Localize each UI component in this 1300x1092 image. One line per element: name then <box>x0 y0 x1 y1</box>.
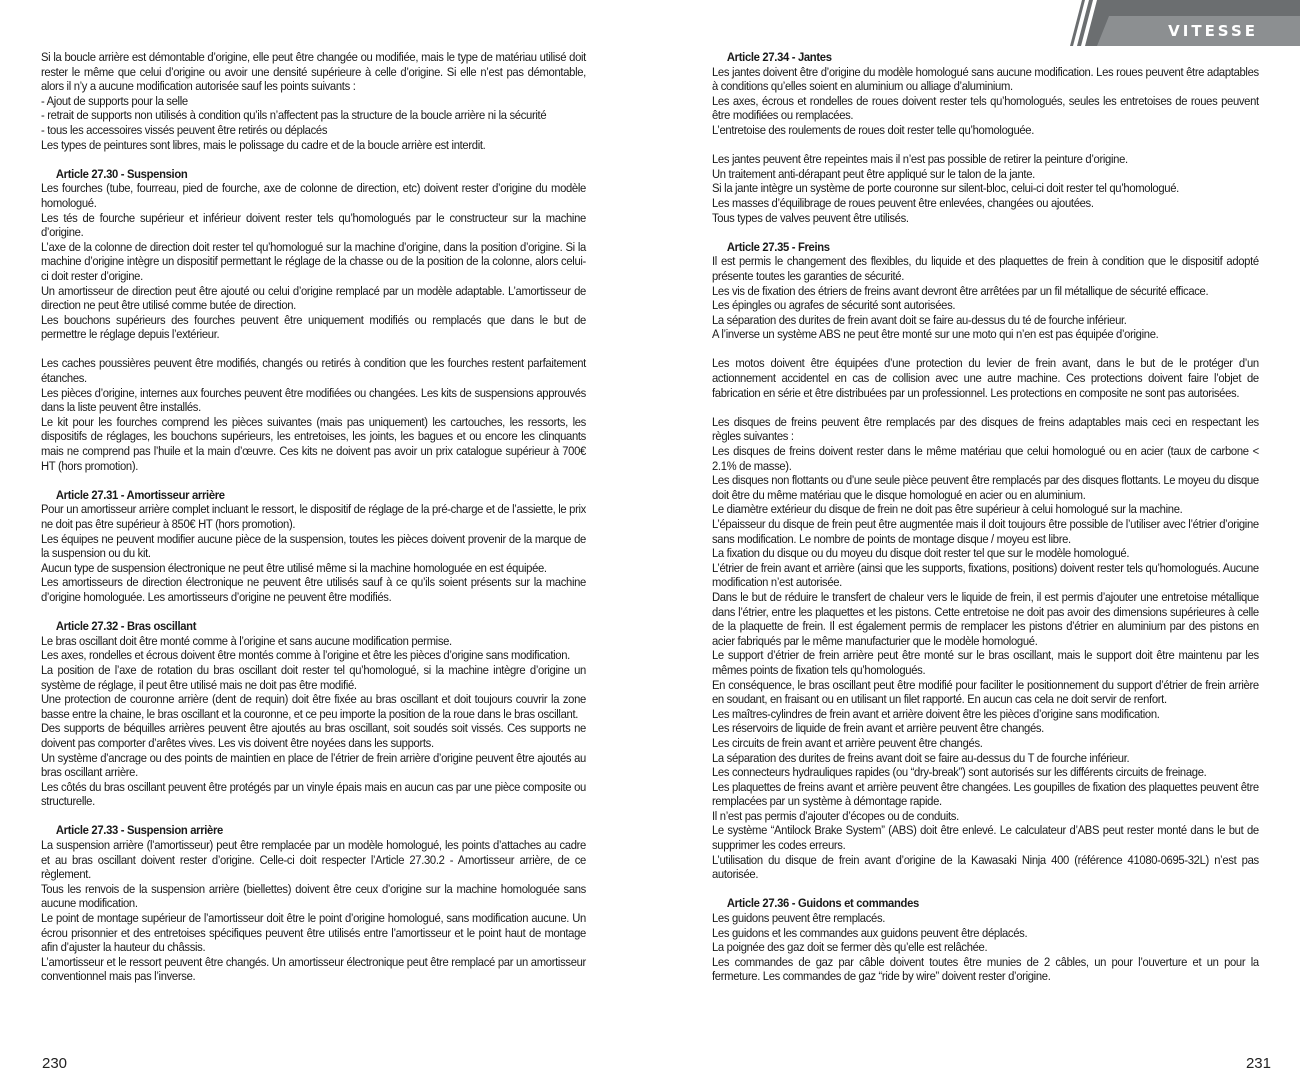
paragraph: Les motos doivent être équipées d’une protection du levier de frein avant, dans le but de le protéger d’un actionnement accidentel en cas de collision avec une autre machine. Ces protections doivent faire l’objet de fabrication en série et être distribuées par un professionnel. Les protections en composite ne sont pas autorisées. <box>712 356 1259 400</box>
paragraph: Un traitement anti-dérapant peut être appliqué sur le talon de la jante. <box>712 166 1035 181</box>
paragraph: La fixation du disque ou du moyeu du disque doit rester tel que sur le modèle homologué. <box>712 546 1130 561</box>
paragraph-spacer <box>41 605 586 620</box>
paragraph: Les disques de freins doivent rester dans le même matériau que celui homologué ou en acier (taux de carbone < 2.1% de masse). <box>712 444 1259 473</box>
paragraph: Il n’est pas permis d’ajouter d’écopes ou de conduits. <box>712 808 959 823</box>
paragraph: Les disques non flottants ou d’une seule pièce peuvent être remplacés par des disques flottants. Le moyeu du disque doit être du même matériau que le disque homologué en acier ou en aluminium. <box>712 473 1259 502</box>
paragraph: Le diamètre extérieur du disque de frein ne doit pas être supérieur à celui homologué sur la machine. <box>712 502 1183 517</box>
paragraph: Pour un amortisseur arrière complet incluant le ressort, le dispositif de réglage de la pré-charge et de l’assiette, le prix ne doit pas être supérieur à 850€ HT (hors promotion). <box>41 502 586 531</box>
paragraph: - tous les accessoires vissés peuvent être retirés ou déplacés <box>41 122 328 137</box>
paragraph-spacer <box>712 342 1259 357</box>
paragraph: La séparation des durites de freins avant doit se faire au-dessus du T de fourche inférieur. <box>712 750 1130 765</box>
paragraph: Les plaquettes de freins avant et arrière peuvent être changées. Les goupilles de fixation des plaquettes peuvent être remplacées par un système à démontage rapide. <box>712 779 1259 809</box>
paragraph: Tous les renvois de la suspension arrière (biellettes) doivent être ceux d’origine sur la machine homologuée sans aucune modification. <box>41 881 586 911</box>
right-page-text-column <box>712 50 1259 984</box>
paragraph: L’entretoise des roulements de roues doit rester telle qu’homologuée. <box>712 122 1035 137</box>
paragraph: Une protection de couronne arrière (dent de requin) doit être fixée au bras oscillant et doit toujours couvrir la zone basse entre la chaine, le bras oscillant et la couronne, et ce peu importe la position de la roue dans le bras oscillant. <box>41 692 586 721</box>
paragraph: Les vis de fixation des étriers de freins avant devront être arrêtées par un fil métallique de sécurité efficace. <box>712 283 1209 298</box>
paragraph: A l’inverse un système ABS ne peut être monté sur une moto qui n’en est pas équipée d’origine. <box>712 327 1159 342</box>
article-heading: Article 27.36 - Guidons et commandes <box>726 896 919 911</box>
paragraph: Le bras oscillant doit être monté comme à l’origine et sans aucune modification permise. <box>41 633 452 648</box>
paragraph-spacer <box>41 473 586 488</box>
paragraph: Il est permis le changement des flexibles, du liquide et des plaquettes de frein à condition que le dispositif adopté présente toutes les garanties de sécurité. <box>712 254 1259 283</box>
article-heading: Article 27.35 - Freins <box>726 239 830 254</box>
section-banner <box>1070 0 1300 46</box>
paragraph: L’étrier de frein avant et arrière (ainsi que les supports, fixations, positions) doivent rester tels qu’homologués. Aucune modification n’est autorisée. <box>712 560 1259 590</box>
paragraph: Les fourches (tube, fourreau, pied de fourche, axe de colonne de direction, etc) doivent rester d’origine du modèle homologué. <box>41 181 586 210</box>
paragraph: Les jantes doivent être d’origine du modèle homologué sans aucune modification. Les roues peuvent être adaptables à conditions qu’elles soient en aluminium ou alliage d’aluminium. <box>712 64 1259 94</box>
paragraph-spacer <box>712 138 1259 153</box>
paragraph-spacer <box>712 400 1259 415</box>
paragraph: Tous types de valves peuvent être utilisés. <box>712 210 909 225</box>
paragraph: Les axes, rondelles et écrous doivent être montés comme à l’origine et être les pièces d’origine sans modification. <box>41 648 570 663</box>
paragraph: L’amortisseur et le ressort peuvent être changés. Un amortisseur électronique peut être remplacé par un amortisseur conventionnel mais pas l’inverse. <box>41 954 586 984</box>
paragraph: La poignée des gaz doit se fermer dès qu’elle est relâchée. <box>712 940 988 955</box>
paragraph: Les axes, écrous et rondelles de roues doivent rester tels qu’homologués, seules les entretoises de roues peuvent être modifiées ou remplacées. <box>712 93 1259 123</box>
paragraph: Les côtés du bras oscillant peuvent être protégés par un vinyle épais mais en aucun cas par une pièce composite ou structurelle. <box>41 779 586 809</box>
paragraph: L’épaisseur du disque de frein peut être augmentée mais il doit toujours être possible de l’utiliser avec l’étrier d’origine sans modification. Le nombre de points de montage disque / moyeu est libre. <box>712 517 1259 546</box>
paragraph: Les épingles ou agrafes de sécurité sont autorisées. <box>712 298 956 313</box>
paragraph: Les commandes de gaz par câble doivent toutes être munies de 2 câbles, un pour l’ouverture et un pour la fermeture. Les commandes de gaz “ride by wire” doivent rester d’origine. <box>712 954 1259 984</box>
paragraph: Les équipes ne peuvent modifier aucune pièce de la suspension, toutes les pièces doivent provenir de la marque de la suspension ou du kit. <box>41 531 586 561</box>
paragraph: Les tés de fourche supérieur et inférieur doivent rester tels qu’homologués par le constructeur sur la machine d’origine. <box>41 210 586 240</box>
paragraph: Les amortisseurs de direction électronique ne peuvent être utilisés sauf à ce qu’ils soient présents sur la machine d’origine homologuée. Les amortisseurs d’origine ne peuvent être modifiés. <box>41 575 586 604</box>
page-number: 230 <box>42 1055 68 1072</box>
paragraph-spacer <box>41 342 586 357</box>
paragraph: Dans le but de réduire le transfert de chaleur vers le liquide de frein, il est permis d’ajouter une entretoise métallique dans l’étrier, entre les plaquettes et les pistons. Cette entretoise ne doit pas avoir des dimensions supérieures à celle de la plaquette de frein. Il est également permis de remplacer les pistons d’étrier en aluminium par des pistons en acier fabriqués par le même manufacturier que le modèle homologué. <box>712 589 1259 648</box>
right-page <box>650 0 1300 1092</box>
paragraph: Les bouchons supérieurs des fourches peuvent être uniquement modifiés ou remplacés que dans le but de permettre le réglage depuis l’extérieur. <box>41 312 586 342</box>
paragraph: Les disques de freins peuvent être remplacés par des disques de freins adaptables mais ceci en respectant les règles suivantes : <box>712 414 1259 444</box>
paragraph: Les connecteurs hydrauliques rapides (ou “dry-break”) sont autorisés sur les différents circuits de freinage. <box>712 765 1207 780</box>
paragraph: En conséquence, le bras oscillant peut être modifié pour faciliter le positionnement du support d’étrier de frein arrière en soudant, en fraisant ou en utilisant un filet rapporté. En aucun cas cela ne doit servir de renfort. <box>712 677 1259 707</box>
paragraph: La suspension arrière (l’amortisseur) peut être remplacée par un modèle homologué, les points d’attaches au cadre et au bras oscillant doivent rester d’origine. Celle-ci doit respecter l’Article 27.30.2 - Amortisseur arrière, de ce règlement. <box>41 838 586 882</box>
article-heading: Article 27.31 - Amortisseur arrière <box>55 487 225 502</box>
paragraph: L’axe de la colonne de direction doit rester tel qu’homologué sur la machine d’origine, dans la position d’origine. Si la machine d’origine intègre un dispositif permettant le réglage de la chasse ou de la position de la colonne, alors celui-ci doit rester d’origine. <box>41 239 586 283</box>
paragraph-spacer <box>41 152 586 167</box>
paragraph-spacer <box>712 882 1259 897</box>
paragraph: Des supports de béquilles arrières peuvent être ajoutés au bras oscillant, soit soudés soit vissés. Ces supports ne doivent pas comporter d’arêtes vives. Les vis doivent être noyées dans les supports. <box>41 721 586 750</box>
paragraph: Un système d’ancrage ou des points de maintien en place de l’étrier de frein arrière d’origine peuvent être ajoutés au bras oscillant arrière. <box>41 750 586 780</box>
paragraph: Le point de montage supérieur de l’amortisseur doit être le point d’origine homologué, sans modification aucune. Un écrou prisonnier et des entretoises spécifiques peuvent être utilisés entre l’amortisseur et le point haut de montage afin d’ajuster la hauteur du châssis. <box>41 911 586 955</box>
paragraph-spacer <box>712 225 1259 240</box>
paragraph: La séparation des durites de frein avant doit se faire au-dessus du té de fourche inférieur. <box>712 312 1127 327</box>
paragraph: Le système “Antilock Brake System” (ABS) doit être enlevé. Le calculateur d’ABS peut rester monté dans le but de supprimer les codes erreurs. <box>712 823 1259 853</box>
paragraph: - Ajout de supports pour la selle <box>41 93 188 108</box>
paragraph: Les circuits de frein avant et arrière peuvent être changés. <box>712 735 983 750</box>
page-number: 231 <box>1245 1055 1271 1072</box>
paragraph: Si la boucle arrière est démontable d’origine, elle peut être changée ou modifiée, mais le type de matériau utilisé doit rester le même que celui d’origine ou avoir une densité supérieure à celle d’origine. Si elle n’est pas démontable, alors il n’y a aucune modification autorisée sauf les points suivants : <box>41 50 586 94</box>
paragraph: Les maîtres-cylindres de frein avant et arrière doivent être les pièces d’origine sans modification. <box>712 706 1160 721</box>
article-heading: Article 27.30 - Suspension <box>55 166 188 181</box>
paragraph: Le support d’étrier de frein arrière peut être monté sur le bras oscillant, mais le support doit être maintenu par les mêmes points de fixation tels qu’homologués. <box>712 648 1259 677</box>
paragraph: Un amortisseur de direction peut être ajouté ou celui d’origine remplacé par un modèle adaptable. L’amortisseur de direction ne peut être utilisé comme butée de direction. <box>41 283 586 313</box>
paragraph-spacer <box>41 809 586 824</box>
paragraph: L’utilisation du disque de frein avant d’origine de la Kawasaki Ninja 400 (référence 41080-0695-32L) n’est pas autorisée. <box>712 852 1259 882</box>
article-heading: Article 27.33 - Suspension arrière <box>55 823 223 838</box>
paragraph: Les jantes peuvent être repeintes mais il n’est pas possible de retirer la peinture d’origine. <box>712 152 1128 167</box>
paragraph: La position de l’axe de rotation du bras oscillant doit rester tel qu’homologué, si la machine intègre d’origine un système de réglage, il peut être utilisé mais ne doit pas être modifié. <box>41 662 586 692</box>
paragraph: Aucun type de suspension électronique ne peut être utilisé même si la machine homologuée en est équipée. <box>41 560 547 575</box>
left-page-text-column <box>41 50 586 984</box>
paragraph: Les guidons et les commandes aux guidons peuvent être déplacés. <box>712 925 1028 940</box>
paragraph: Les masses d’équilibrage de roues peuvent être enlevées, changées ou ajoutées. <box>712 195 1094 210</box>
banner-title: VITESSE <box>1168 22 1258 40</box>
paragraph: - retrait de supports non utilisés à condition qu’ils n’affectent pas la structure de la boucle arrière ni la sécurité <box>41 108 547 123</box>
paragraph: Le kit pour les fourches comprend les pièces suivantes (mais pas uniquement) les cartouches, les ressorts, les dispositifs de réglages, les bouchons supérieurs, les entretoises, les joints, les bagues et ou encore les clinquants mais ne comprend pas l’huile et la main d’œuvre. Ces kits ne doivent pas avoir un prix catalogue supérieur à 700€ HT (hors promotion). <box>41 414 586 473</box>
paragraph: Les guidons peuvent être remplacés. <box>712 911 886 926</box>
paragraph: Les pièces d’origine, internes aux fourches peuvent être modifiées ou changées. Les kits de suspensions approuvés dans la liste peuvent être installés. <box>41 385 586 415</box>
article-heading: Article 27.34 - Jantes <box>726 50 832 64</box>
paragraph: Les types de peintures sont libres, mais le polissage du cadre et de la boucle arrière est interdit. <box>41 137 486 152</box>
paragraph: Les caches poussières peuvent être modifiés, changés ou retirés à condition que les fourches restent parfaitement étanches. <box>41 356 586 386</box>
paragraph: Si la jante intègre un système de porte couronne sur silent-bloc, celui-ci doit rester tel qu’homologué. <box>712 181 1179 196</box>
paragraph: Les réservoirs de liquide de frein avant et arrière peuvent être changés. <box>712 721 1044 736</box>
article-heading: Article 27.32 - Bras oscillant <box>55 619 197 634</box>
